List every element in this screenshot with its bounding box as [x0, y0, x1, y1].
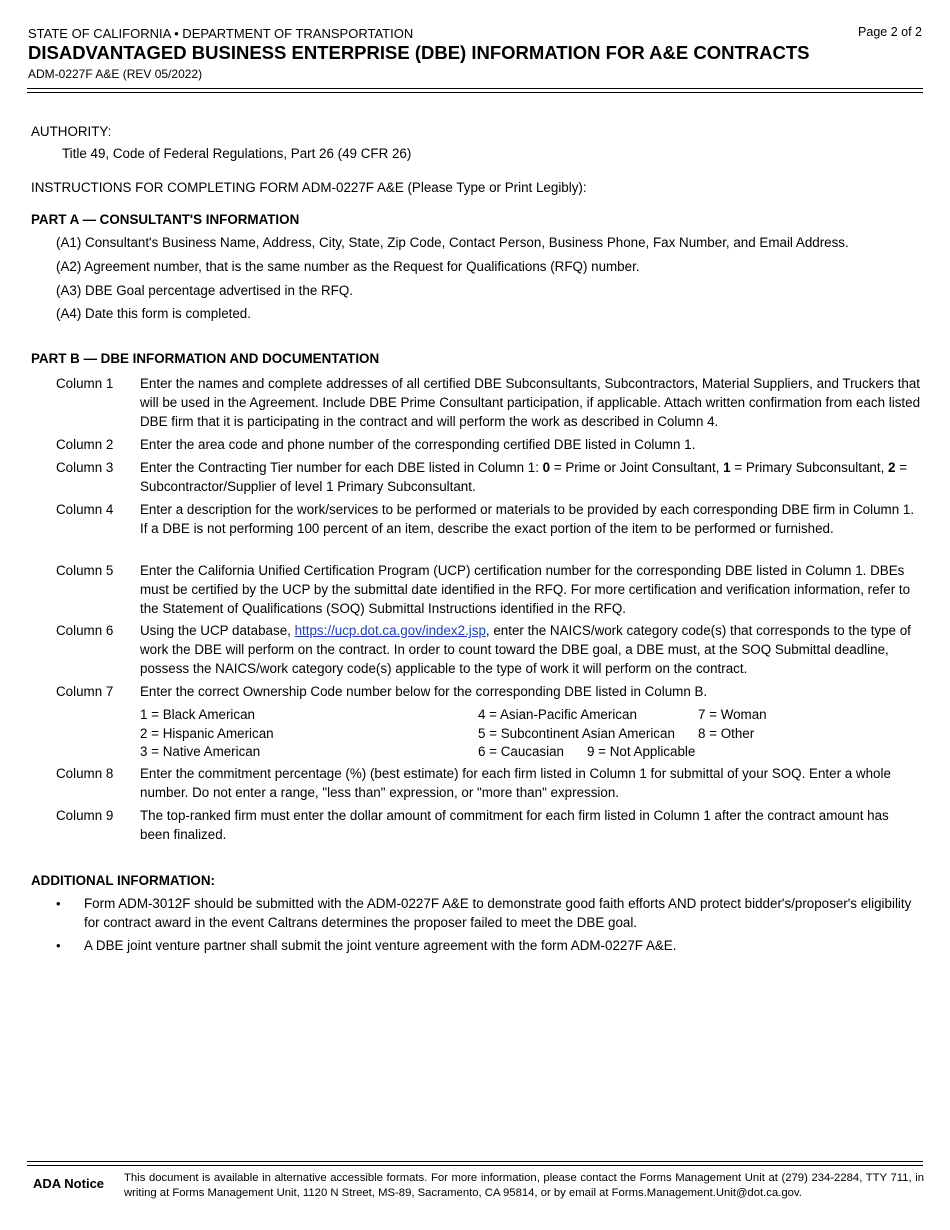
ownership-code: 1 = Black American	[140, 707, 255, 722]
part-b-heading: PART B — DBE INFORMATION AND DOCUMENTATION	[31, 351, 380, 366]
ownership-code: 2 = Hispanic American	[140, 726, 274, 741]
footer-rule-bottom	[27, 1165, 923, 1166]
form-title: DISADVANTAGED BUSINESS ENTERPRISE (DBE) INFORMATION FOR A&E CONTRACTS	[28, 42, 810, 63]
tier-1-code: 1	[723, 460, 731, 475]
bullet-icon: •	[56, 896, 61, 911]
authority-label: AUTHORITY:	[31, 124, 112, 139]
part-a-item-a3: (A3) DBE Goal percentage advertised in the RFQ.	[56, 283, 353, 298]
ada-notice-text: This document is available in alternative accessible formats. For more information, please contact the Forms Management Unit at (279) 234-2284, TTY 711, in writing at Forms Management Unit, 1120 N Street, MS-89, Sacramento, CA 95814, or by email at Forms.Management.Unit@dot.ca.gov.	[124, 1172, 924, 1199]
part-a-item-a2: (A2) Agreement number, that is the same number as the Request for Qualifications (RFQ) number.	[56, 259, 640, 274]
tier-2-code: 2	[888, 460, 896, 475]
column-3-text	[140, 459, 922, 497]
column-3-text-part: Enter the Contracting Tier number for each DBE listed in Column 1:	[140, 460, 543, 475]
ownership-code: 4 = Asian-Pacific American	[478, 707, 637, 722]
page-number: Page 2 of 2	[858, 25, 922, 39]
ownership-code: 5 = Subcontinent Asian American	[478, 726, 675, 741]
footer-rule-top	[27, 1161, 923, 1162]
ownership-code: 6 = Caucasian	[478, 744, 564, 759]
additional-info-item: A DBE joint venture partner shall submit the joint venture agreement with the form ADM-0227F A&E.	[84, 938, 677, 953]
column-9-text: The top-ranked firm must enter the dollar amount of commitment for each firm listed in Column 1 after the contract amount has been finalized.	[140, 808, 889, 842]
column-3-text-part: = Primary Subconsultant,	[730, 460, 889, 475]
bullet-icon: •	[56, 938, 61, 953]
department-line: STATE OF CALIFORNIA • DEPARTMENT OF TRANSPORTATION	[28, 26, 414, 41]
header-rule-top	[27, 88, 923, 89]
instructions-heading: INSTRUCTIONS FOR COMPLETING FORM ADM-0227F A&E (Please Type or Print Legibly):	[31, 180, 587, 195]
column-6-label: Column 6	[56, 623, 114, 638]
column-7-text: Enter the correct Ownership Code number below for the corresponding DBE listed in Column B.	[140, 684, 708, 699]
column-1-text: Enter the names and complete addresses of all certified DBE Subconsultants, Subcontractors, Material Suppliers, and Truckers that will be used in the Agreement. Include DBE Prime Consultant participation, if applicable. Attach written confirmation from each listed DBE firm that it is participating in the contract and will perform the work as described in Column 4.	[140, 376, 921, 429]
ownership-code: 9 = Not Applicable	[587, 744, 696, 759]
part-a-item-a1: (A1) Consultant's Business Name, Address, City, State, Zip Code, Contact Person, Business Phone, Fax Number, and Email Address.	[56, 235, 849, 250]
column-5-label: Column 5	[56, 563, 114, 578]
ucp-database-link[interactable]: https://ucp.dot.ca.gov/index2.jsp	[294, 623, 486, 638]
column-1-label: Column 1	[56, 376, 114, 391]
column-6-text	[140, 622, 922, 678]
column-4-text: Enter a description for the work/services to be performed or materials to be provided by each corresponding DBE firm in Column 1. If a DBE is not performing 100 percent of an item, describe the exact portion of the item to be performed or furnished.	[140, 502, 915, 536]
column-2-label: Column 2	[56, 437, 114, 452]
column-3-text-part: = Subcontractor/Supplier of level 1 Primary Subconsultant.	[140, 460, 908, 494]
column-9-label: Column 9	[56, 808, 114, 823]
column-6-text-part: , enter the NAICS/work category code(s) that corresponds to the type of work the DBE will perform on the contract. In order to count toward the DBE goal, a DBE must, at the SOQ Submittal deadline, possess the NAICS/work category code(s) applicable to the type of work it will perform on the contract.	[140, 623, 911, 676]
column-3-label: Column 3	[56, 460, 114, 475]
ada-notice-label: ADA Notice	[33, 1176, 105, 1191]
column-8-text: Enter the commitment percentage (%) (best estimate) for each firm listed in Column 1 for submittal of your SOQ. Enter a whole number. Do not enter a range, "less than" expression, or "more than" expression.	[140, 766, 891, 800]
additional-info-heading: ADDITIONAL INFORMATION:	[31, 873, 215, 888]
form-revision: ADM-0227F A&E (REV 05/2022)	[28, 67, 203, 81]
authority-text: Title 49, Code of Federal Regulations, Part 26 (49 CFR 26)	[62, 146, 412, 161]
column-2-text: Enter the area code and phone number of the corresponding certified DBE listed in Column 1.	[140, 437, 696, 452]
column-3-text-part: = Prime or Joint Consultant,	[550, 460, 724, 475]
ownership-code: 8 = Other	[698, 726, 755, 741]
ownership-code: 7 = Woman	[698, 707, 767, 722]
column-4-label: Column 4	[56, 502, 114, 517]
part-a-heading: PART A — CONSULTANT'S INFORMATION	[31, 212, 300, 227]
ownership-code: 3 = Native American	[140, 744, 261, 759]
part-a-item-a4: (A4) Date this form is completed.	[56, 306, 251, 321]
header-rule-bottom	[27, 92, 923, 93]
tier-0-code: 0	[542, 460, 551, 475]
column-5-text: Enter the California Unified Certification Program (UCP) certification number for the corresponding DBE listed in Column 1. DBEs must be certified by the UCP by the submittal date identified in the RFQ. For more certification and verification information, refer to the Statement of Qualifications (SOQ) Submittal Instructions identified in the RFQ.	[140, 563, 911, 616]
column-7-label: Column 7	[56, 684, 114, 699]
column-6-text-part: Using the UCP database,	[140, 623, 295, 638]
column-8-label: Column 8	[56, 766, 114, 781]
additional-info-item: Form ADM-3012F should be submitted with the ADM-0227F A&E to demonstrate good faith efforts AND protect bidder's/proposer's eligibility for contract award in the event Caltrans determines the proposer failed to meet the DBE goal.	[84, 896, 912, 930]
